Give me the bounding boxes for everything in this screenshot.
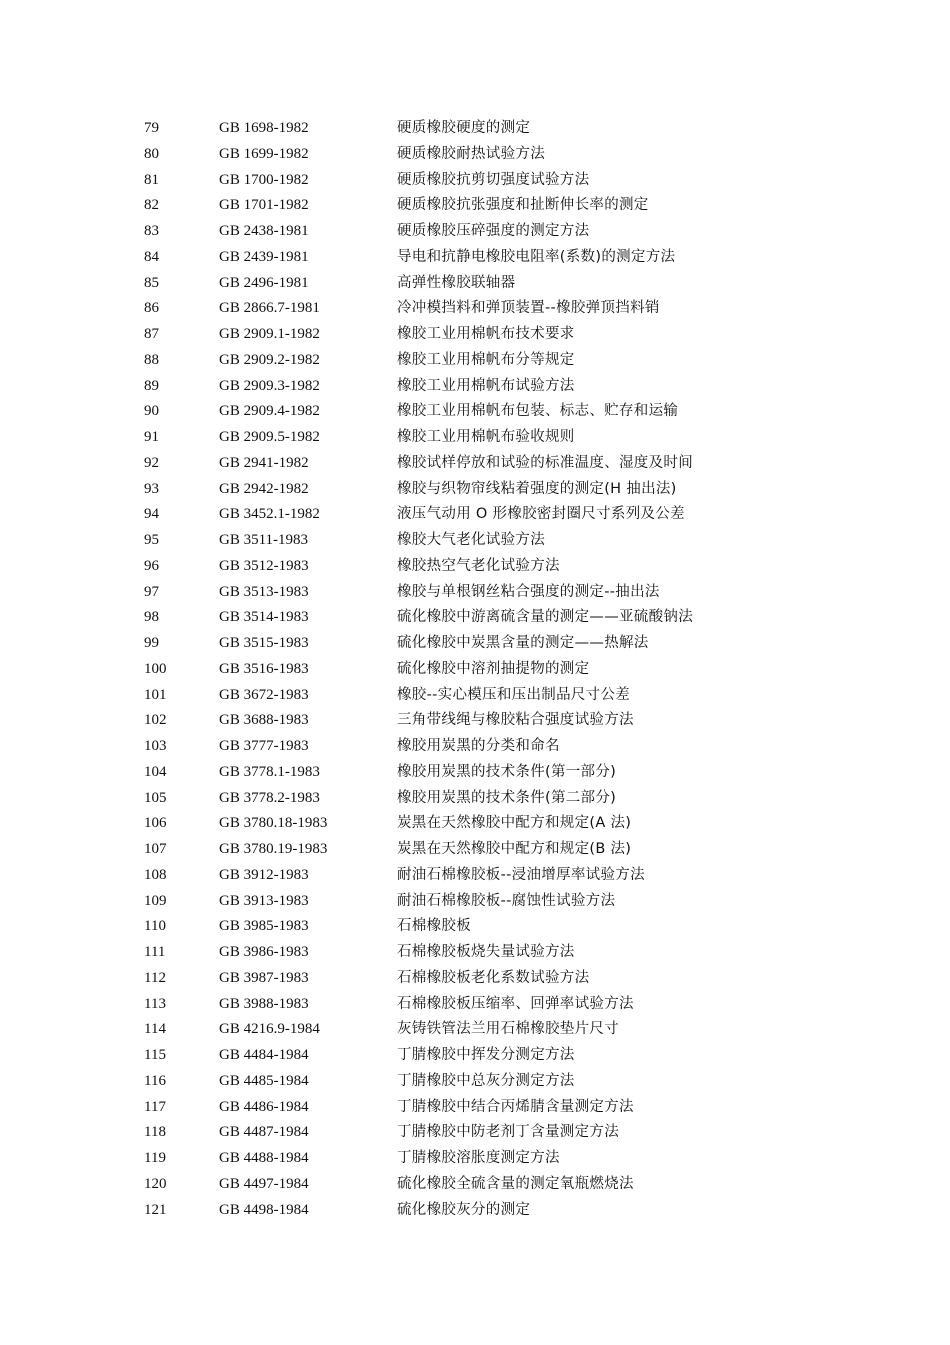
list-item: [144, 271, 864, 297]
standard-code: GB 3452.1-1982: [219, 506, 320, 523]
standard-title: 硬质橡胶抗张强度和扯断伸长率的测定: [397, 197, 649, 214]
list-item: [144, 116, 864, 142]
item-number: 91: [144, 429, 159, 445]
standards-list: [144, 116, 864, 1223]
standard-title: 石棉橡胶板压缩率、回弹率试验方法: [397, 995, 634, 1012]
item-number: 85: [144, 274, 159, 291]
standard-title: 硫化橡胶中游离硫含量的测定——亚硫酸钠法: [397, 609, 693, 626]
standard-title: 石棉橡胶板老化系数试验方法: [397, 969, 590, 986]
list-item: [144, 580, 864, 606]
standard-title: 三角带线绳与橡胶粘合强度试验方法: [397, 712, 634, 729]
list-item: [144, 1172, 864, 1198]
list-item: [144, 322, 864, 348]
standard-code: GB 2909.5-1982: [219, 429, 320, 445]
list-item: [144, 1120, 864, 1146]
standard-code: GB 3780.18-1983: [219, 815, 328, 832]
standard-code: GB 2909.1-1982: [219, 326, 320, 342]
item-number: 115: [144, 1047, 166, 1063]
list-item: [144, 708, 864, 734]
standard-title: 石棉橡胶板: [397, 918, 471, 935]
item-number: 119: [144, 1150, 166, 1166]
item-number: 83: [144, 223, 159, 239]
standard-title: 橡胶用炭黑的技术条件(第二部分): [397, 789, 617, 806]
item-number: 99: [144, 635, 159, 651]
list-item: [144, 1146, 864, 1172]
item-number: 118: [144, 1124, 166, 1141]
list-item: [144, 1043, 864, 1069]
list-item: [144, 348, 864, 374]
standard-code: GB 2439-1981: [219, 248, 309, 265]
list-item: [144, 554, 864, 580]
item-number: 117: [144, 1098, 166, 1115]
item-number: 112: [144, 969, 166, 986]
standard-code: GB 1699-1982: [219, 145, 309, 162]
standard-code: GB 3986-1983: [219, 944, 309, 960]
item-number: 89: [144, 377, 159, 394]
item-number: 86: [144, 300, 159, 317]
standard-title: 硫化橡胶全硫含量的测定氧瓶燃烧法: [397, 1175, 634, 1192]
list-item: [144, 734, 864, 760]
list-item: [144, 193, 864, 219]
standard-code: GB 2941-1982: [219, 454, 309, 471]
item-number: 120: [144, 1175, 167, 1192]
standard-code: GB 3672-1983: [219, 686, 309, 703]
item-number: 103: [144, 738, 167, 754]
standard-code: GB 4488-1984: [219, 1150, 309, 1166]
standard-code: GB 3511-1983: [219, 532, 309, 548]
standard-title: 橡胶与织物帘线粘着强度的测定(H 抽出法): [397, 480, 677, 497]
item-number: 84: [144, 248, 159, 265]
standard-code: GB 3913-1983: [219, 892, 309, 909]
item-number: 114: [144, 1021, 166, 1038]
standard-title: 橡胶--实心模压和压出制品尺寸公差: [397, 686, 631, 703]
item-number: 94: [144, 506, 159, 523]
list-item: [144, 425, 864, 451]
standard-code: GB 3515-1983: [219, 635, 309, 651]
standard-code: GB 4216.9-1984: [219, 1021, 320, 1038]
list-item: [144, 966, 864, 992]
item-number: 111: [144, 944, 166, 960]
standard-title: 冷冲模挡料和弹顶装置--橡胶弹顶挡料销: [397, 300, 660, 317]
standard-code: GB 2909.3-1982: [219, 377, 320, 394]
item-number: 92: [144, 454, 159, 471]
standard-code: GB 3778.2-1983: [219, 789, 320, 806]
item-number: 107: [144, 841, 167, 857]
list-item: [144, 992, 864, 1018]
standard-title: 硬质橡胶耐热试验方法: [397, 145, 545, 162]
list-item: [144, 528, 864, 554]
list-item: [144, 296, 864, 322]
item-number: 87: [144, 326, 159, 342]
standard-title: 橡胶工业用棉帆布技术要求: [397, 326, 575, 342]
standard-title: 耐油石棉橡胶板--腐蚀性试验方法: [397, 892, 616, 909]
standard-title: 丁腈橡胶中总灰分测定方法: [397, 1072, 575, 1089]
item-number: 100: [144, 660, 167, 677]
item-number: 95: [144, 532, 159, 548]
standard-title: 橡胶工业用棉帆布分等规定: [397, 351, 575, 368]
standard-code: GB 2942-1982: [219, 480, 309, 497]
item-number: 109: [144, 892, 167, 909]
list-item: [144, 786, 864, 812]
standard-code: GB 2909.2-1982: [219, 351, 320, 368]
standard-code: GB 4497-1984: [219, 1175, 309, 1192]
item-number: 96: [144, 557, 159, 574]
standard-code: GB 2909.4-1982: [219, 403, 320, 420]
item-number: 79: [144, 120, 159, 136]
standard-code: GB 1700-1982: [219, 171, 309, 188]
standard-title: 橡胶工业用棉帆布包装、标志、贮存和运输: [397, 403, 679, 420]
standard-code: GB 1698-1982: [219, 120, 309, 136]
item-number: 81: [144, 171, 159, 188]
list-item: [144, 477, 864, 503]
standard-title: 橡胶工业用棉帆布验收规则: [397, 429, 575, 445]
list-item: [144, 940, 864, 966]
list-item: [144, 760, 864, 786]
standard-title: 丁腈橡胶中防老剂丁含量测定方法: [397, 1124, 619, 1141]
standard-title: 石棉橡胶板烧失量试验方法: [397, 944, 575, 960]
standard-title: 橡胶与单根钢丝粘合强度的测定--抽出法: [397, 583, 660, 600]
list-item: [144, 657, 864, 683]
list-item: [144, 863, 864, 889]
item-number: 108: [144, 866, 167, 883]
standard-code: GB 3516-1983: [219, 660, 309, 677]
item-number: 93: [144, 480, 159, 497]
list-item: [144, 1095, 864, 1121]
standard-title: 橡胶热空气老化试验方法: [397, 557, 560, 574]
standard-code: GB 4487-1984: [219, 1124, 309, 1141]
list-item: [144, 914, 864, 940]
standard-code: GB 4485-1984: [219, 1072, 309, 1089]
standard-title: 炭黑在天然橡胶中配方和规定(B 法): [397, 841, 632, 857]
item-number: 101: [144, 686, 167, 703]
list-item: [144, 889, 864, 915]
standard-title: 导电和抗静电橡胶电阻率(系数)的测定方法: [397, 248, 676, 265]
standard-code: GB 2438-1981: [219, 223, 309, 239]
standard-title: 高弹性橡胶联轴器: [397, 274, 516, 291]
item-number: 97: [144, 583, 159, 600]
standard-code: GB 3987-1983: [219, 969, 309, 986]
standard-title: 硫化橡胶中炭黑含量的测定——热解法: [397, 635, 649, 651]
standard-code: GB 3912-1983: [219, 866, 309, 883]
list-item: [144, 168, 864, 194]
list-item: [144, 631, 864, 657]
standard-code: GB 4484-1984: [219, 1047, 309, 1063]
standard-title: 丁腈橡胶溶胀度测定方法: [397, 1150, 560, 1166]
standard-title: 橡胶用炭黑的技术条件(第一部分): [397, 763, 617, 780]
list-item: [144, 605, 864, 631]
item-number: 90: [144, 403, 159, 420]
list-item: [144, 1017, 864, 1043]
standard-title: 耐油石棉橡胶板--浸油增厚率试验方法: [397, 866, 645, 883]
item-number: 80: [144, 145, 159, 162]
list-item: [144, 245, 864, 271]
standard-code: GB 2866.7-1981: [219, 300, 320, 317]
list-item: [144, 451, 864, 477]
standard-title: 硬质橡胶压碎强度的测定方法: [397, 223, 590, 239]
list-item: [144, 1198, 864, 1224]
list-item: [144, 219, 864, 245]
item-number: 102: [144, 712, 167, 729]
standard-code: GB 3985-1983: [219, 918, 309, 935]
item-number: 82: [144, 197, 159, 214]
standard-title: 炭黑在天然橡胶中配方和规定(A 法): [397, 815, 632, 832]
item-number: 105: [144, 789, 167, 806]
standard-code: GB 3777-1983: [219, 738, 309, 754]
item-number: 104: [144, 763, 167, 780]
item-number: 113: [144, 995, 166, 1012]
item-number: 110: [144, 918, 166, 935]
list-item: [144, 1069, 864, 1095]
item-number: 98: [144, 609, 159, 626]
standard-title: 丁腈橡胶中挥发分测定方法: [397, 1047, 575, 1063]
item-number: 116: [144, 1072, 166, 1089]
standard-title: 硫化橡胶中溶剂抽提物的测定: [397, 660, 590, 677]
standard-code: GB 3514-1983: [219, 609, 309, 626]
standard-title: 橡胶大气老化试验方法: [397, 532, 545, 548]
standard-title: 橡胶用炭黑的分类和命名: [397, 738, 560, 754]
list-item: [144, 811, 864, 837]
list-item: [144, 142, 864, 168]
standard-title: 液压气动用 O 形橡胶密封圈尺寸系列及公差: [397, 506, 685, 523]
item-number: 88: [144, 351, 159, 368]
list-item: [144, 502, 864, 528]
standard-code: GB 3778.1-1983: [219, 763, 320, 780]
list-item: [144, 837, 864, 863]
standard-code: GB 4498-1984: [219, 1201, 309, 1218]
standard-title: 灰铸铁管法兰用石棉橡胶垫片尺寸: [397, 1021, 619, 1038]
standard-code: GB 3688-1983: [219, 712, 309, 729]
standard-code: GB 1701-1982: [219, 197, 309, 214]
standard-code: GB 3513-1983: [219, 583, 309, 600]
item-number: 106: [144, 815, 167, 832]
item-number: 121: [144, 1201, 167, 1218]
list-item: [144, 399, 864, 425]
list-item: [144, 374, 864, 400]
standard-code: GB 3512-1983: [219, 557, 309, 574]
standard-title: 丁腈橡胶中结合丙烯腈含量测定方法: [397, 1098, 634, 1115]
standard-title: 橡胶工业用棉帆布试验方法: [397, 377, 575, 394]
standard-title: 硬质橡胶抗剪切强度试验方法: [397, 171, 590, 188]
standard-title: 橡胶试样停放和试验的标准温度、湿度及时间: [397, 454, 693, 471]
list-item: [144, 683, 864, 709]
standard-code: GB 2496-1981: [219, 274, 309, 291]
standard-title: 硬质橡胶硬度的测定: [397, 120, 531, 136]
standard-code: GB 3988-1983: [219, 995, 309, 1012]
standard-code: GB 3780.19-1983: [219, 841, 328, 857]
standard-code: GB 4486-1984: [219, 1098, 309, 1115]
standard-title: 硫化橡胶灰分的测定: [397, 1201, 531, 1218]
